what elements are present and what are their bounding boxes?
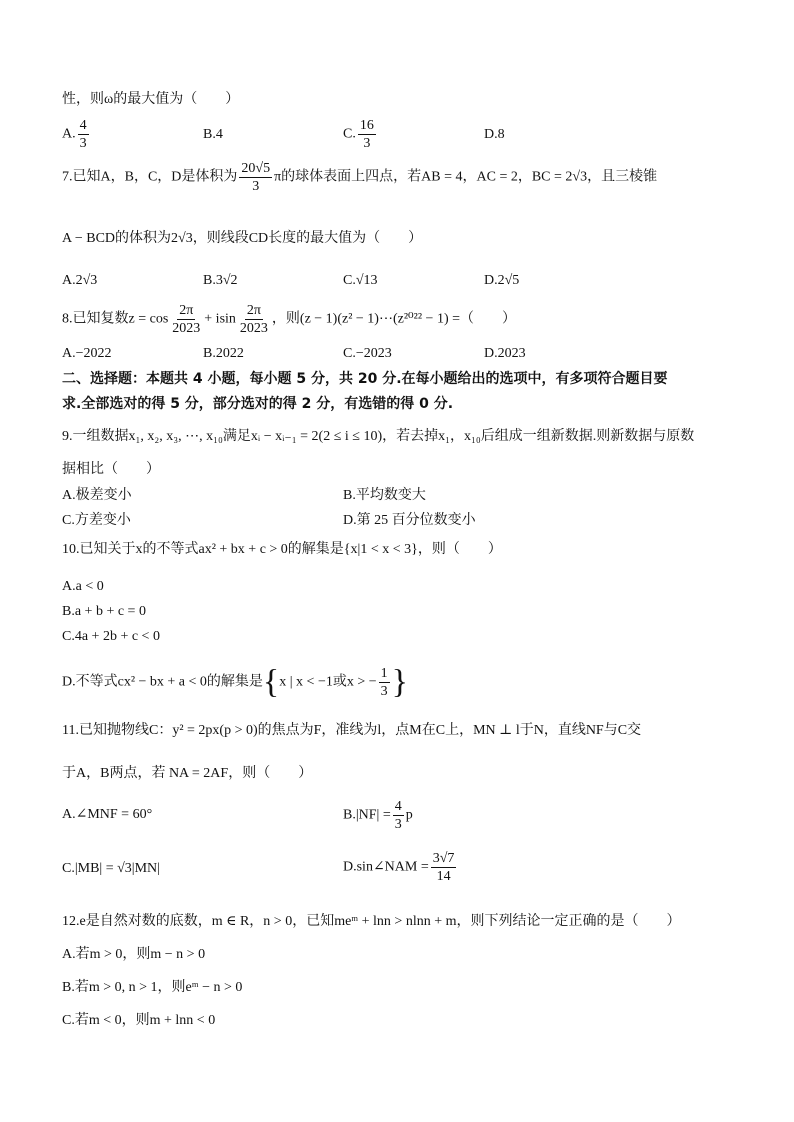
q10-option-c: C.4a + 2b + c < 0: [62, 629, 160, 644]
q6-stem-tail: 性，则ω的最大值为（ ）: [62, 92, 240, 107]
q6-option-a: A. $\frac{4}{3}$: [62, 118, 87, 151]
q11-option-b: B.|NF| = $\frac{4}{3}$ p: [343, 799, 413, 832]
q11-option-d: D.sin∠NAM = $\frac{3√7}{14}$: [343, 851, 455, 884]
q12-stem: 12.e是自然对数的底数，m ∈ R，n > 0，已知meᵐ + lnn > nlnn + m，则下列结论一定正确的是（ ）: [62, 914, 681, 929]
q7-option-b: B.3√2: [203, 273, 238, 288]
q9-stem-line2: 据相比（ ）: [62, 462, 160, 477]
q7-stem-line2: A − BCD的体积为2√3，则线段CD长度的最大值为（ ）: [62, 231, 423, 246]
q10-option-b: B.a + b + c = 0: [62, 604, 146, 619]
q8-stem: 8.已知复数z = cos $\frac{2\pi}{2023}$ + isin $\frac{2\pi}{2023}$ ，则(z − 1)(z² − 1)⋯(z²⁰²² − 1) =（ ）: [62, 303, 517, 336]
q11-option-a: A.∠MNF = 60°: [62, 807, 153, 822]
q10-option-d: D.不等式cx² − bx + a < 0的解集是{x | x < −1或x > − $\frac{1}{3}$ }: [62, 663, 408, 701]
q9-option-a: A.极差变小: [62, 488, 132, 503]
q7-stem-line1: 7.已知A，B，C，D是体积为 $\frac{20√5}{3}$ π的球体表面上四点，若AB = 4，AC = 2，BC = 2√3，且三棱锥: [62, 161, 658, 194]
q7-option-d: D.2√5: [484, 273, 520, 288]
q9-option-c: C.方差变小: [62, 513, 131, 528]
q8-option-b: B.2022: [203, 346, 244, 361]
q12-option-c: C.若m < 0，则m + lnn < 0: [62, 1013, 216, 1028]
q11-stem-line1: 11.已知抛物线C：y² = 2px(p > 0)的焦点为F，准线为l，点M在C上，MN ⊥ l于N，直线NF与C交: [62, 723, 642, 738]
q10-option-a: A.a < 0: [62, 579, 104, 594]
q6-option-c: C. $\frac{16}{3}$: [343, 118, 374, 151]
q8-option-d: D.2023: [484, 346, 526, 361]
q9-stem-line1: 9.一组数据x₁, x₂, x₃, ⋯, x₁₀满足xᵢ − xᵢ₋₁ = 2(2 ≤ i ≤ 10)，若去掉x₁，x₁₀后组成一组新数据.则新数据与原数: [62, 429, 695, 444]
q7-option-a: A.2√3: [62, 273, 98, 288]
q8-option-c: C.−2023: [343, 346, 392, 361]
q12-option-b: B.若m > 0, n > 1，则eᵐ − n > 0: [62, 980, 243, 995]
q10-stem: 10.已知关于x的不等式ax² + bx + c > 0的解集是{x|1 < x < 3}，则（ ）: [62, 542, 502, 557]
q9-option-d: D.第 25 百分位数变小: [343, 513, 476, 528]
q11-stem-line2: 于A，B两点，若 NA = 2AF，则（ ）: [62, 766, 313, 781]
q8-option-a: A.−2022: [62, 346, 112, 361]
q11-option-c: C.|MB| = √3|MN|: [62, 861, 160, 876]
q7-option-c: C.√13: [343, 273, 378, 288]
section2-heading-line1: 二、选择题：本题共 4 小题，每小题 5 分，共 20 分.在每小题给出的选项中，有多项符合题目要: [62, 371, 668, 387]
q9-option-b: B.平均数变大: [343, 488, 426, 503]
section2-heading-line2: 求.全部选对的得 5 分，部分选对的得 2 分，有选错的得 0 分.: [62, 396, 454, 412]
q12-option-a: A.若m > 0，则m − n > 0: [62, 947, 206, 962]
q6-option-d: D.8: [484, 127, 505, 142]
q6-option-b: B.4: [203, 127, 223, 142]
